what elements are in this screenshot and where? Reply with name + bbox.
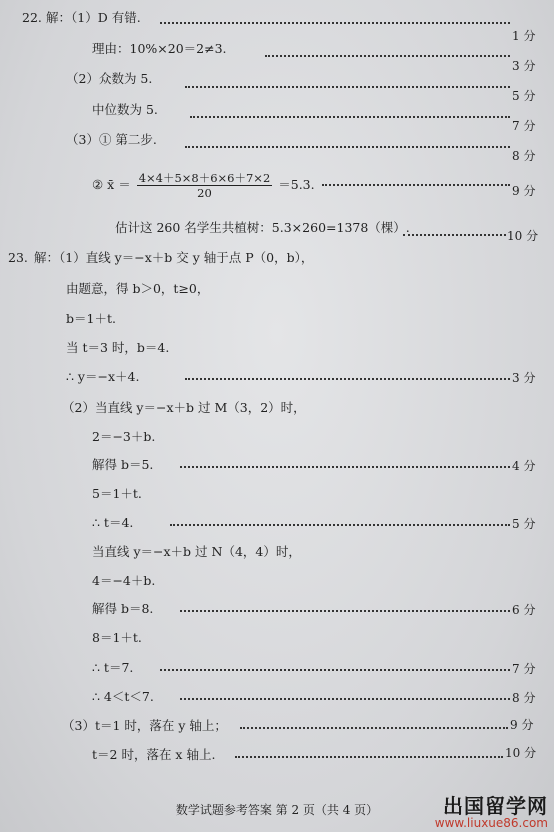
q23-line16-score: 8 分 <box>512 691 536 705</box>
q22-mean-numerator: 4×4＋5×8＋6×6＋7×2 <box>138 171 271 185</box>
leader-dots <box>180 466 510 468</box>
leader-dots <box>265 55 510 57</box>
q23-line1: 解：（1）直线 y＝−x＋b 交 y 轴于点 P（0，b）， <box>34 250 314 265</box>
q22-estimate: 估计这 260 名学生共植树：5.3×260=1378（棵）. <box>115 220 410 235</box>
q22-mean-score: 9 分 <box>512 184 536 198</box>
q22-part1-score: 1 分 <box>512 29 536 43</box>
q23-line15: ∴ t＝7. <box>92 660 134 675</box>
leader-dots <box>240 727 508 729</box>
q23-line13: 解得 b＝8. <box>92 601 154 616</box>
q23-line17-score: 9 分 <box>510 718 534 732</box>
leader-dots <box>180 698 510 700</box>
page-footer: 数学试题参考答案 第 2 页（共 4 页） <box>175 803 379 817</box>
leader-dots <box>160 22 510 24</box>
watermark-url: www.liuxue86.com <box>434 816 548 830</box>
leader-dots <box>190 116 510 118</box>
q23-line6: （2）当直线 y＝−x＋b 过 M（3，2）时， <box>62 400 306 415</box>
leader-dots <box>322 184 510 186</box>
q23-line4: 当 t＝3 时，b＝4. <box>66 340 170 355</box>
q22-mean-formula <box>92 170 315 200</box>
q23-line16: ∴ 4＜t＜7. <box>92 689 154 704</box>
leader-dots <box>180 610 510 612</box>
leader-dots <box>185 86 510 88</box>
q23-line8-score: 4 分 <box>512 459 536 473</box>
leader-dots <box>403 234 506 236</box>
q23-line10-score: 5 分 <box>512 517 536 531</box>
q23-line15-score: 7 分 <box>512 662 536 676</box>
q23-line13-score: 6 分 <box>512 603 536 617</box>
q23-line7: 2＝−3＋b. <box>92 429 156 444</box>
leader-dots <box>170 524 510 526</box>
q23-line12: 4＝−4＋b. <box>92 573 156 588</box>
q23-line17: （3）t＝1 时，落在 y 轴上； <box>62 718 227 733</box>
q23-line5-score: 3 分 <box>512 371 536 385</box>
q23-line11: 当直线 y＝−x＋b 过 N（4，4）时， <box>92 544 301 559</box>
q23-line18-score: 10 分 <box>505 746 537 760</box>
q22-part1: 解：（1）D 有错. <box>46 10 141 25</box>
q22-part2-score: 5 分 <box>512 89 536 103</box>
q22-median: 中位数为 5. <box>92 102 158 117</box>
q23-line8: 解得 b＝5. <box>92 457 154 472</box>
watermark-logo <box>435 795 548 830</box>
q22-mean-fraction <box>137 171 273 200</box>
q22-estimate-score: 10 分 <box>507 229 539 243</box>
leader-dots <box>235 756 503 758</box>
q22-reason: 理由：10%×20＝2≠3. <box>92 41 227 56</box>
q23-line5: ∴ y＝−x＋4. <box>66 369 140 384</box>
q22-part3-score: 8 分 <box>512 149 536 163</box>
q22-part2: （2）众数为 5. <box>66 71 153 86</box>
q22-part3: （3）① 第二步. <box>66 132 157 147</box>
watermark-title: 出国留学网 <box>443 794 548 818</box>
q22-mean-prefix: ② x̄ ＝ <box>92 177 131 192</box>
q23-line2: 由题意，得 b＞0，t≥0， <box>66 281 210 296</box>
q23-line3: b＝1＋t. <box>66 311 116 326</box>
q22-mean-denominator: 20 <box>197 186 212 200</box>
leader-dots <box>185 378 510 380</box>
q22-mean-result: ＝5.3. <box>278 177 315 192</box>
q23-line9: 5＝1＋t. <box>92 486 142 501</box>
q22-median-score: 7 分 <box>512 119 536 133</box>
leader-dots <box>185 146 510 148</box>
q23-line18: t＝2 时，落在 x 轴上. <box>92 747 216 762</box>
leader-dots <box>160 669 510 671</box>
q23-line10: ∴ t＝4. <box>92 515 134 530</box>
q22-number: 22. <box>22 10 42 25</box>
q23-number: 23. <box>8 250 28 265</box>
q22-reason-score: 3 分 <box>512 59 536 73</box>
q23-line14: 8＝1＋t. <box>92 630 142 645</box>
